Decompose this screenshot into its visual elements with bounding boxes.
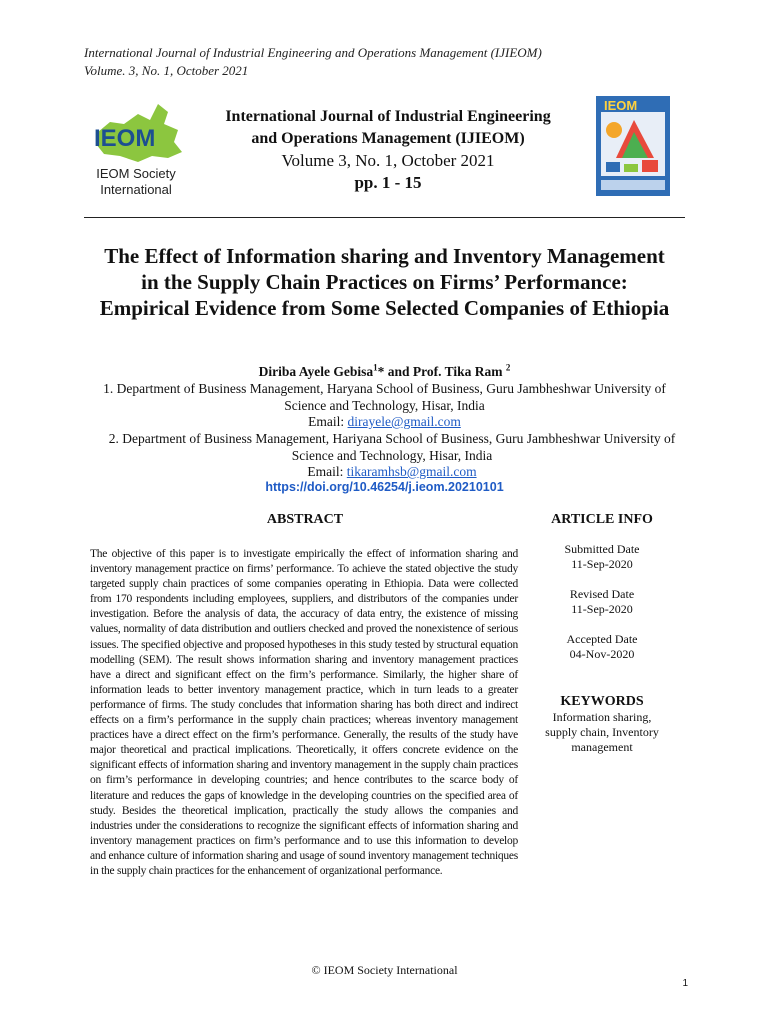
ieom-logo: [90, 94, 186, 164]
logo-wordmark: IEOM: [94, 125, 156, 152]
journal-title-line1: International Journal of Industrial Engineering: [225, 108, 551, 125]
journal-volume: Volume 3, No. 1, October 2021: [281, 151, 495, 170]
journal-info: [202, 106, 574, 194]
revised-date-block: [540, 587, 664, 617]
accepted-date-label: Accepted Date: [566, 632, 638, 646]
abstract-heading: ABSTRACT: [266, 512, 344, 527]
author-list: [84, 363, 685, 381]
article-info-heading: ARTICLE INFO: [551, 512, 653, 527]
submitted-date-value: 11-Sep-2020: [571, 557, 633, 571]
cover-strip: [601, 180, 665, 190]
running-head: [84, 44, 684, 80]
email-label-1: Email:: [308, 414, 348, 429]
society-name: [84, 166, 188, 198]
abstract-body: The objective of this paper is to investigate empirically the effect of information sharing and inventory management practice on firms’ performance. To achieve the stated objective the study targeted supply chain practices of some companies operating in Ethiopia. Data were collected from 170 respondents including employees, suppliers, and distributors of the companies under investigation. Before the analysis of data, the accuracy of data entry, the existence of missing values, normality of data distribution and outliers checked and proved the nonexistence of serious issues. The specified objective and proposed hypotheses in this study tested by structural equation modelling (SEM). The result shows information sharing and inventory management practices have a direct and significant effect on the firm’s performance. Similarly, the higher share of information leads to better inventory management practice, which in turn leads to a greater performance of firms. The study concludes that information sharing has both direct and indirect effects on a firm’s performance in the supply chain practices; whereas inventory management practices have a direct effect on the firm’s performance. Generally, the results of the study have major theoretical and practical implications. Theoretically, it offers concrete evidence on the significant effects of information sharing and inventory management in the supply chain practices on firm’s performance in developing countries; and hence contributes to the scarce body of literature and reduces the gaps of knowledge in the developing countries on the specified area of study. Besides the theoretical implication, practically the study allows the companies and industries under the considerations to recognize the significant effects of information sharing and inventory management practices on firm’s performance and to use this information to develop and enhance culture of information sharing and usage of sound inventory management techniques in the supply chain practices for the enhancement of organizational performance.: [90, 548, 518, 877]
running-head-journal: International Journal of Industrial Engineering and Operations Management (IJIEOM): [84, 45, 542, 60]
page-number: 1: [682, 978, 688, 989]
society-line1: IEOM Society: [96, 166, 176, 181]
society-line2: International: [100, 182, 172, 197]
author-1-email-link[interactable]: dirayele@gmail.com: [347, 414, 461, 429]
revised-date-value: 11-Sep-2020: [571, 602, 633, 616]
submitted-date-block: [540, 542, 664, 572]
author-2-email-link[interactable]: tikaramhsb@gmail.com: [346, 464, 477, 479]
affiliation-2-text: 2. Department of Business Management, Hariyana School of Business, Guru Jambheshwar University of Science and Technology, Hisar, India: [108, 431, 676, 463]
running-head-volume: Volume. 3, No. 1, October 2021: [84, 63, 249, 78]
cover-title: IEOM: [604, 98, 638, 113]
author-2-name: Prof. Tika Ram: [412, 364, 506, 379]
affiliation-1-email-line: [84, 414, 685, 431]
copyright-footer: © IEOM Society International: [311, 963, 458, 977]
author-2-affil-mark: 2: [505, 362, 511, 373]
masthead-divider: [84, 217, 685, 218]
affiliation-2-email-line: [92, 464, 692, 481]
keywords-list: Information sharing, supply chain, Inventory management: [545, 710, 659, 754]
revised-date-label: Revised Date: [569, 587, 635, 601]
author-1-corresponding-mark: * and: [377, 364, 413, 379]
email-label-2: Email:: [307, 464, 347, 479]
cover-graphic-bar1: [606, 162, 620, 172]
cover-graphic-bar3: [642, 160, 658, 172]
journal-cover-image: [596, 96, 670, 196]
author-1-name: Diriba Ayele Gebisa: [258, 364, 374, 379]
author-1-affil-mark: 1: [373, 362, 378, 373]
affiliation-1-text: 1. Department of Business Management, Haryana School of Business, Guru Jambheshwar University of Science and Technology, Hisar, India: [103, 381, 666, 413]
affiliation-1: [84, 381, 685, 431]
submitted-date-label: Submitted Date: [564, 542, 640, 556]
journal-title-line2: and Operations Management (IJIEOM): [251, 130, 525, 147]
affiliation-2: [92, 431, 692, 481]
journal-pages: pp. 1 - 15: [354, 173, 422, 192]
cover-graphic-globe: [606, 122, 622, 138]
journal-masthead: [84, 90, 685, 218]
keywords-heading: KEYWORDS: [560, 694, 644, 709]
accepted-date-block: [540, 632, 664, 662]
accepted-date-value: 04-Nov-2020: [569, 647, 635, 661]
paper-title: The Effect of Information sharing and Inventory Management in the Supply Chain Practices on Firms’ Performance: Empirical Evidence from Some Selected Companies of Ethiopia: [99, 244, 670, 320]
doi-link[interactable]: https://doi.org/10.46254/j.ieom.20210101: [265, 480, 504, 494]
cover-graphic-bar2: [624, 164, 638, 172]
